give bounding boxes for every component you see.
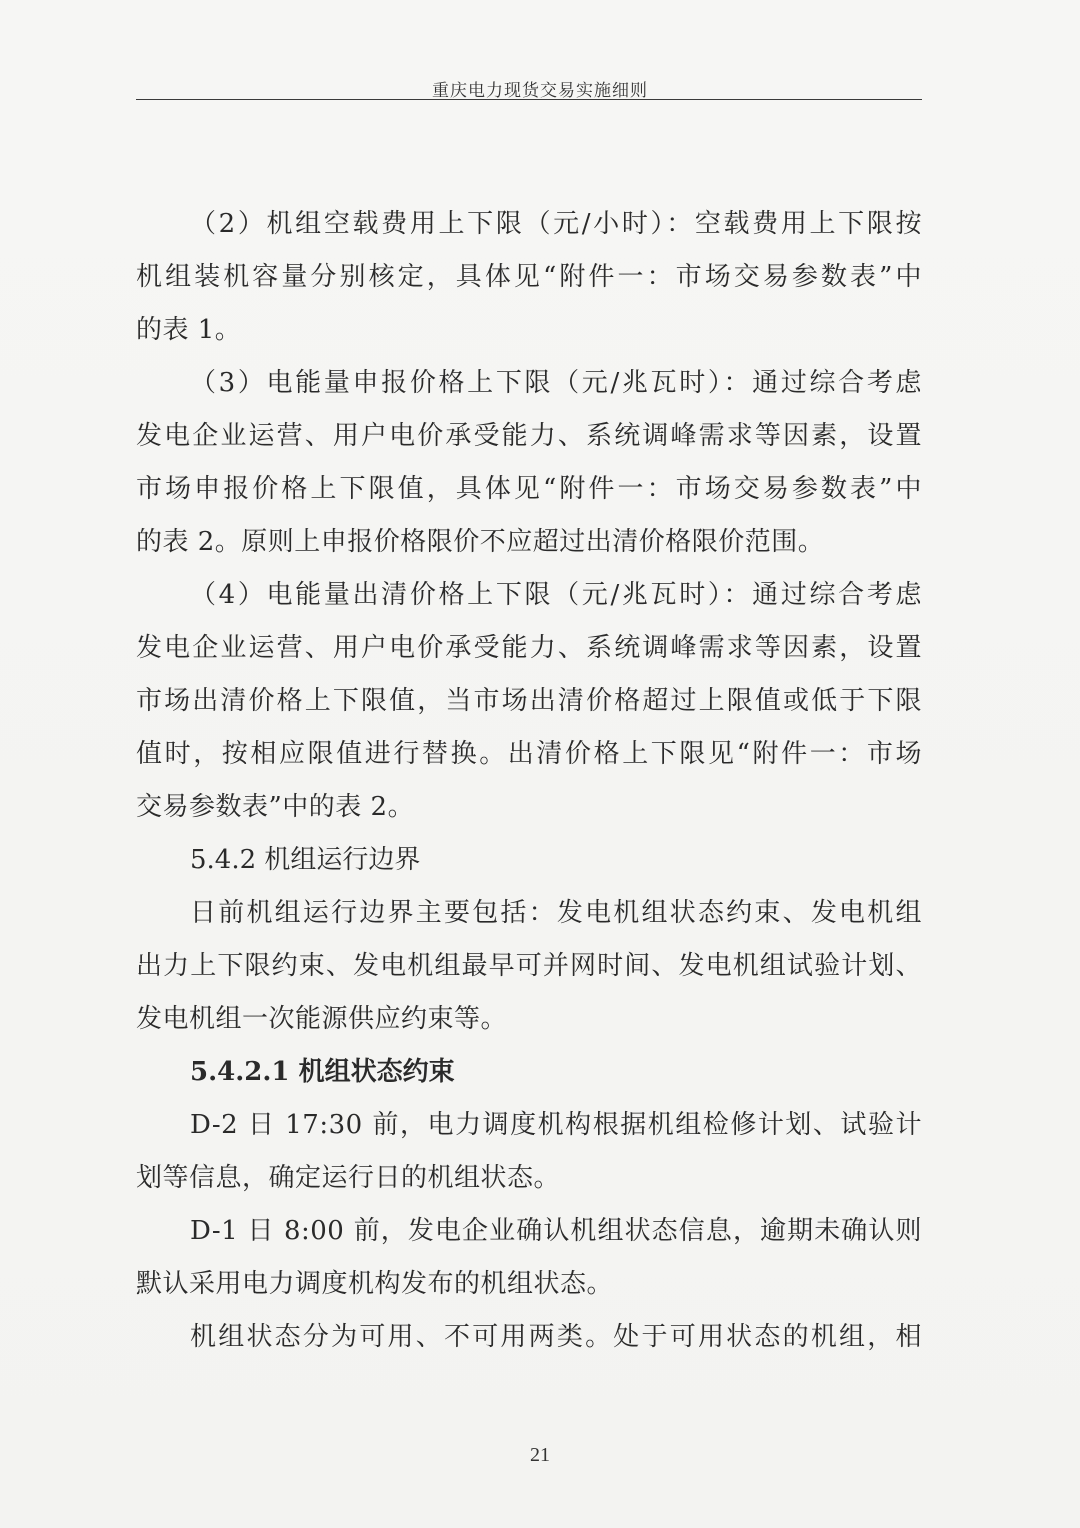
paragraph-line: 默认采用电力调度机构发布的机组状态。	[136, 1269, 614, 1299]
paragraph-line: 市场申报价格上下限值，具体见“附件一：市场交易参数表”中	[136, 474, 922, 504]
paragraph-line: （3）电能量申报价格上下限（元/兆瓦时）：通过综合考虑	[190, 368, 922, 398]
paragraph-line: 的表 1。	[136, 315, 242, 345]
paragraph-line: 出力上下限约束、发电机组最早可并网时间、发电机组试验计划、	[136, 951, 922, 981]
paragraph-line: （2）机组空载费用上下限（元/小时）：空载费用上下限按	[190, 209, 922, 239]
paragraph-line: 发电企业运营、用户电价承受能力、系统调峰需求等因素，设置	[136, 633, 922, 663]
header-divider	[136, 99, 922, 100]
paragraph-line: 发电机组一次能源供应约束等。	[136, 1004, 508, 1034]
paragraph-line: 值时，按相应限值进行替换。出清价格上下限见“附件一：市场	[136, 739, 922, 769]
paragraph-line: 交易参数表”中的表 2。	[136, 792, 415, 822]
document-body	[136, 198, 922, 1364]
document-header-title: 重庆电力现货交易实施细则	[432, 81, 648, 101]
paragraph-line: 发电企业运营、用户电价承受能力、系统调峰需求等因素，设置	[136, 421, 922, 451]
paragraph-line: 划等信息，确定运行日的机组状态。	[136, 1163, 561, 1193]
paragraph-line: D-1 日 8:00 前，发电企业确认机组状态信息，逾期未确认则	[190, 1216, 922, 1246]
section-heading: 5.4.2 机组运行边界	[190, 845, 421, 875]
page-number: 21	[530, 1444, 550, 1466]
paragraph-line: 市场出清价格上下限值，当市场出清价格超过上限值或低于下限	[136, 686, 922, 716]
subsection-heading: 5.4.2.1 机组状态约束	[190, 1057, 455, 1087]
paragraph-line: 机组状态分为可用、不可用两类。处于可用状态的机组，相	[190, 1322, 922, 1352]
paragraph-line: D-2 日 17:30 前，电力调度机构根据机组检修计划、试验计	[190, 1110, 922, 1140]
paragraph-line: 的表 2。原则上申报价格限价不应超过出清价格限价范围。	[136, 527, 825, 557]
paragraph-line: （4）电能量出清价格上下限（元/兆瓦时）：通过综合考虑	[190, 580, 922, 610]
paragraph-line: 机组装机容量分别核定，具体见“附件一：市场交易参数表”中	[136, 262, 922, 292]
paragraph-line: 日前机组运行边界主要包括：发电机组状态约束、发电机组	[190, 898, 922, 928]
